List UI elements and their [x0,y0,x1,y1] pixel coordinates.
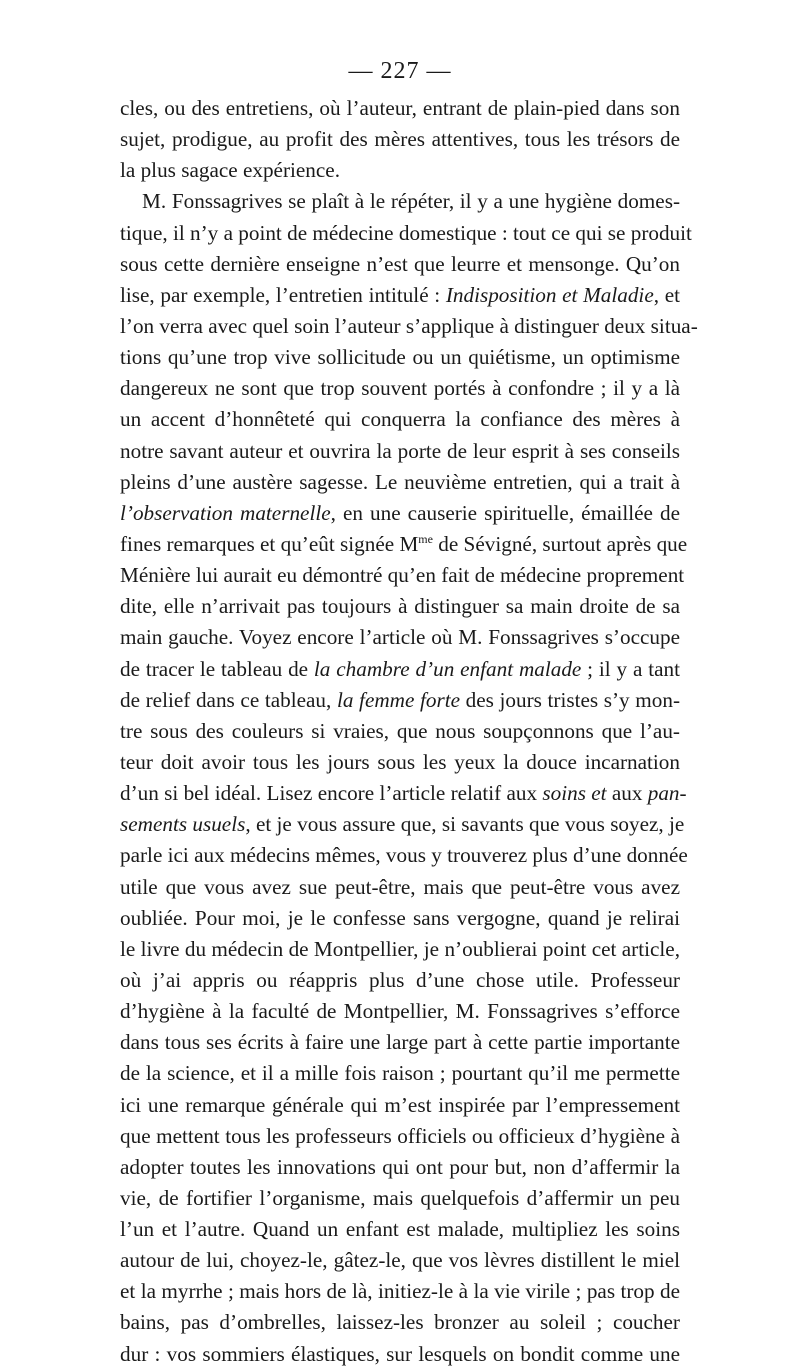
text-segment: main gauche. Voyez encore l’article où M. Fonssagrives s’occupe [120,625,680,650]
text-segment: ici une remarque générale qui m’est inspirée par l’empressement [120,1092,680,1117]
text-line [120,685,680,716]
text-line [120,1152,680,1183]
text-line [120,903,680,934]
text-line [120,1058,680,1089]
superscript-text: me [418,531,433,546]
text-segment: vie, de fortifier l’organisme, mais quelquefois d’affermir un peu [120,1185,680,1210]
italic-text: Indisposition et Maladie [445,282,654,307]
text-segment: de tracer le tableau de [120,656,314,681]
text-segment: , en une causerie spirituelle, émaillée de [330,500,680,525]
text-line [120,996,680,1027]
text-segment: tique, il n’y a point de médecine domestique : tout ce qui se produit [120,220,692,245]
text-segment: où j’ai appris ou réappris plus d’une chose utile. Professeur [120,967,680,992]
text-line [120,622,680,653]
text-segment: autour de lui, choyez-le, gâtez-le, que vos lèvres distillent le miel [120,1248,680,1273]
text-line [120,1307,680,1338]
text-line [120,1183,680,1214]
text-segment: lise, par exemple, l’entretien intitulé : [120,282,446,307]
text-segment: fines remarques et qu’eût signée M [120,531,419,556]
text-line [120,1090,680,1121]
text-segment: des jours tristes s’y mon- [460,687,680,712]
text-segment: que mettent tous les professeurs officiels ou officieux d’hygiène à [120,1123,680,1148]
text-line [120,186,680,217]
text-segment: dite, elle n’arrivait pas toujours à distinguer sa main droite de sa [120,594,680,619]
text-line [120,1245,680,1276]
text-segment: de Sévigné, surtout après que [432,531,688,556]
text-segment: d’hygiène à la faculté de Montpellier, M. Fonssagrives s’efforce [120,999,680,1024]
text-line [120,591,680,622]
text-line [120,872,680,903]
text-segment: sous cette dernière enseigne n’est que leurre et mensonge. Qu’on [120,251,680,276]
body-text [120,93,698,1370]
text-segment: le livre du médecin de Montpellier, je n’oublierai point cet article, [120,936,680,961]
italic-text: pan- [647,781,687,806]
text-line [120,840,688,871]
text-line [120,1276,680,1307]
text-line [120,809,685,840]
text-segment: parle ici aux médecins mêmes, vous y trouverez plus d’une donnée [120,843,688,868]
text-segment: , et je vous assure que, si savants que vous soyez, je [245,812,685,837]
text-line [120,1339,680,1370]
text-segment: Ménière lui aurait eu démontré qu’en fait de médecine proprement [120,563,685,588]
text-segment: un accent d’honnêteté qui conquerra la confiance des mères à [120,407,680,432]
text-line [120,218,692,249]
text-line [120,654,680,685]
text-segment: de la science, et il a mille fois raison ; pourtant qu’il me permette [120,1061,680,1086]
text-segment: l’un et l’autre. Quand un enfant est malade, multipliez les soins [120,1217,680,1242]
text-segment: la plus sagace expérience. [120,158,340,183]
text-segment: notre savant auteur et ouvrira la porte de leur esprit à ses conseils [120,438,680,463]
text-segment: aux [606,781,648,806]
text-segment: , et [653,282,680,307]
text-segment: adopter toutes les innovations qui ont pour but, non d’affermir la [120,1154,680,1179]
text-segment: oubliée. Pour moi, je le confesse sans vergogne, quand je relirai [120,905,680,930]
text-line [120,498,680,529]
text-line [120,311,698,342]
text-line [120,342,680,373]
text-line [120,373,680,404]
text-segment: tre sous des couleurs si vraies, que nous soupçonnons que l’au- [120,718,680,743]
text-line [120,716,680,747]
text-segment: cles, ou des entretiens, où l’auteur, entrant de plain-pied dans son [120,96,680,120]
italic-text: la chambre d’un enfant malade [313,656,582,681]
page-number: — 227 — [348,58,452,84]
text-segment: ; il y a tant [581,656,681,681]
text-line [120,1214,680,1245]
text-line [120,560,685,591]
text-line [120,249,680,280]
text-segment: pleins d’une austère sagesse. Le neuvième entretien, qui a trait à [120,469,680,494]
text-line [120,934,680,965]
text-segment: dur : vos sommiers élastiques, sur lesquels on bondit comme une [120,1341,680,1366]
text-line [120,747,680,778]
italic-text: la femme forte [336,687,461,712]
text-line [120,1027,680,1058]
text-segment: M. Fonssagrives se plaît à le répéter, il y a une hygiène domes- [142,189,680,214]
text-segment: dans tous ses écrits à faire une large part à cette partie importante [120,1030,680,1055]
text-segment: bains, pas d’ombrelles, laissez-les bronzer au soleil ; coucher [120,1310,680,1335]
text-line [120,280,680,311]
text-segment: sujet, prodigue, au profit des mères attentives, tous les trésors de [120,127,680,152]
text-segment: et la myrrhe ; mais hors de là, initiez-le à la vie virile ; pas trop de [120,1279,680,1304]
text-line [120,124,680,155]
text-line [120,93,680,124]
text-segment: teur doit avoir tous les jours sous les yeux la douce incarnation [120,749,680,774]
text-line [120,436,680,467]
text-segment: tions qu’une trop vive sollicitude ou un quiétisme, un optimisme [120,345,680,370]
italic-text: soins et [542,781,607,806]
text-line [120,965,680,996]
text-segment: d’un si bel idéal. Lisez encore l’article relatif aux [120,781,543,806]
text-line [120,155,680,186]
text-line [120,404,680,435]
text-segment: dangereux ne sont que trop souvent portés à confondre ; il y a là [120,376,680,401]
text-segment: de relief dans ce tableau, [120,687,337,712]
text-line [120,529,688,560]
text-line [120,1121,680,1152]
text-segment: l’on verra avec quel soin l’auteur s’applique à distinguer deux situa- [120,313,698,338]
text-segment: utile que vous avez sue peut-être, mais que peut-être vous avez [120,874,680,899]
text-line [120,778,687,809]
text-line [120,467,680,498]
italic-text: l’observation maternelle [120,500,331,525]
italic-text: sements usuels [120,812,246,837]
